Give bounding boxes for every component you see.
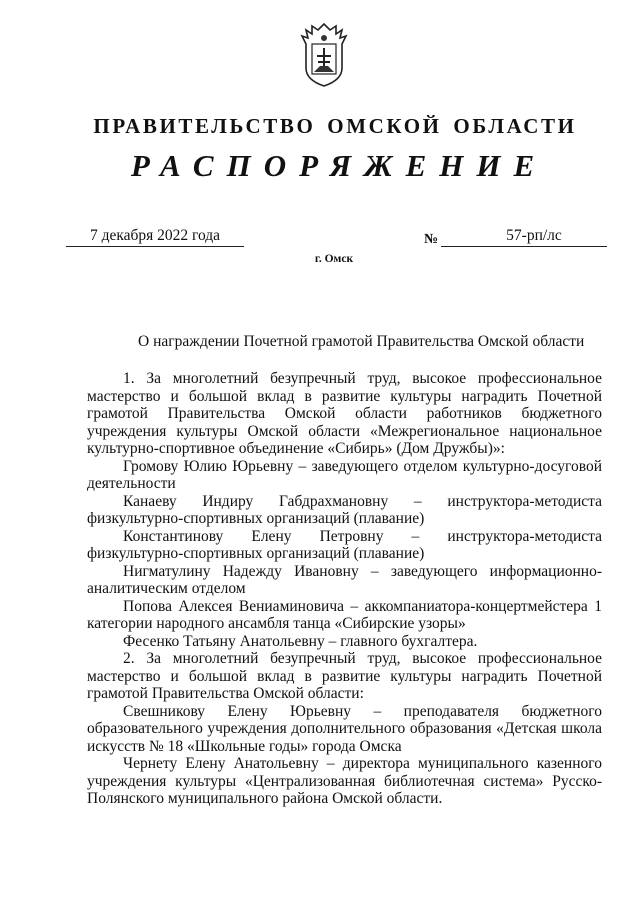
- document-date: 7 декабря 2022 года: [66, 227, 244, 247]
- paragraph-10: Чернету Елену Анатольевну – директора муниципального казенного учреждения культуры «Централизованная библиотечная система» Русско-Полянского муниципального района Омской области.: [87, 755, 602, 807]
- paragraph-4: Константинову Елену Петровну – инструктора-методиста физкультурно-спортивных организаций (плавание): [87, 527, 602, 562]
- document-subject: О награждении Почетной грамотой Правительства Омской области: [138, 333, 585, 350]
- paragraph-6: Попова Алексея Вениаминовича – аккомпаниатора-концертмейстера 1 категории народного ансамбля танца «Сибирские узоры»: [87, 597, 602, 632]
- paragraph-7: Фесенко Татьяну Анатольевну – главного бухгалтера.: [123, 632, 478, 650]
- paragraph-3: Канаеву Индиру Габдрахмановну – инструктора-методиста физкультурно-спортивных организаций (плавание): [87, 492, 602, 527]
- city-label: г. Омск: [314, 253, 354, 265]
- paragraph-2: Громову Юлию Юрьевну – заведующего отделом культурно-досуговой деятельности: [87, 457, 602, 492]
- number-sign: №: [424, 232, 439, 247]
- coat-of-arms-emblem: [298, 22, 350, 88]
- document-number: 57-рп/лс: [506, 227, 562, 244]
- document-type-title: РАСПОРЯЖЕНИЕ: [130, 148, 548, 183]
- paragraph-8: 2. За многолетний безупречный труд, высокое профессиональное мастерство и большой вклад в развитие культуры наградить Почетной грамотой Правительства Омской области:: [87, 650, 602, 702]
- document-number-field: [441, 227, 607, 247]
- document-body: [87, 370, 602, 808]
- paragraph-5: Нигматулину Надежду Ивановну – заведующего информационно-аналитическим отделом: [87, 562, 602, 597]
- paragraph-1: 1. За многолетний безупречный труд, высокое профессиональное мастерство и большой вклад в развитие культуры наградить Почетной грамотой Правительства Омской области работников бюджетного учреждения культуры Омской области «Межрегиональное национальное культурно-спортивное объединение «Сибирь» (Дом Дружбы)»:: [87, 370, 602, 457]
- government-title: ПРАВИТЕЛЬСТВО ОМСКОЙ ОБЛАСТИ: [93, 114, 577, 138]
- paragraph-9: Свешникову Елену Юрьевну – преподавателя бюджетного образовательного учреждения дополнительного образования «Детская школа искусств № 18 «Школьные годы» города Омска: [87, 702, 602, 755]
